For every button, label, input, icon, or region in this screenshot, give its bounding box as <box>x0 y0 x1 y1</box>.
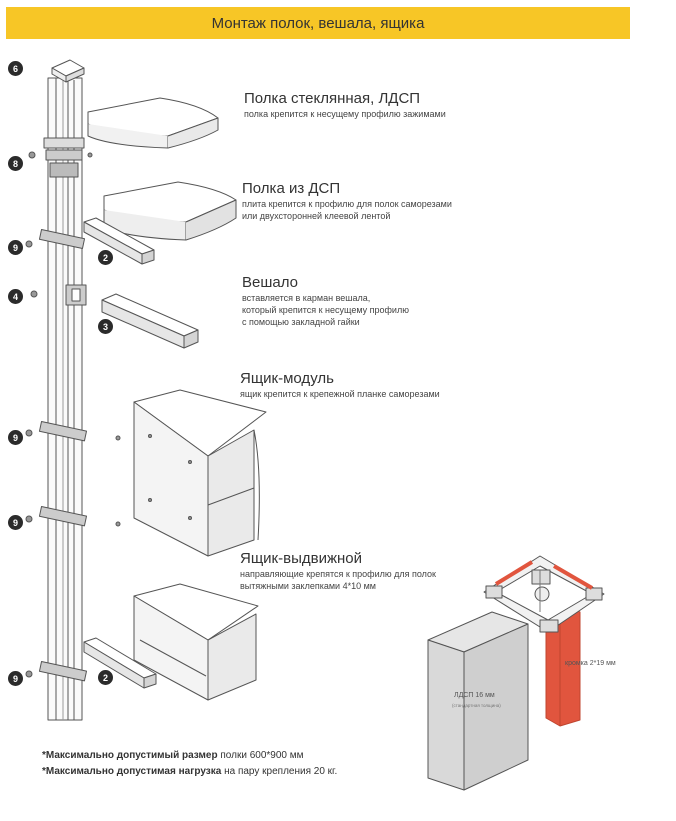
section-chipboard-shelf <box>242 180 452 222</box>
section-title: Полка стеклянная, ЛДСП <box>244 90 421 107</box>
edge-label: кромка 2*19 мм <box>565 660 616 667</box>
badge-bracket-4: 9 <box>8 671 23 686</box>
section-line: с помощью закладной гайки <box>242 317 360 327</box>
section-line: вставляется в карман вешала, <box>242 293 371 303</box>
panel-label: ЛДСП 16 мм <box>454 692 495 699</box>
section-glass-shelf <box>244 90 446 120</box>
section-hanger <box>242 274 409 328</box>
footnote-bold: *Максимально допустимая нагрузка <box>42 766 222 777</box>
section-title: Вешало <box>242 274 298 291</box>
section-line: полка крепится к несущему профилю зажимами <box>244 109 446 119</box>
footnote-text: полки 600*900 мм <box>217 750 304 761</box>
badge-hanger-rail: 3 <box>98 319 113 334</box>
glass-shelf <box>88 98 218 148</box>
shelf-clamp <box>29 138 92 177</box>
panel-detail <box>428 612 528 790</box>
footnote-load <box>42 766 337 777</box>
section-line: или двухсторонней клеевой лентой <box>242 211 391 221</box>
badge-bracket-1: 9 <box>8 240 23 255</box>
hanger-rail <box>102 294 198 348</box>
section-title: Ящик-модуль <box>240 370 334 387</box>
badge-bracket-3: 9 <box>8 515 23 530</box>
section-drawer-module <box>240 370 440 400</box>
section-line: плита крепится к профилю для полок саморезами <box>242 199 452 209</box>
badge-clamp: 8 <box>8 156 23 171</box>
badge-hanger-pocket: 4 <box>8 289 23 304</box>
section-title: Полка из ДСП <box>242 180 341 197</box>
footnote-size <box>42 750 304 761</box>
badge-bracket-2: 9 <box>8 430 23 445</box>
section-pullout-drawer <box>240 550 436 592</box>
section-line: ящик крепится к крепежной планке саморезами <box>240 389 440 399</box>
section-line: который крепится к несущему профилю <box>242 305 409 315</box>
footnote-bold: *Максимально допустимый размер <box>42 750 218 761</box>
drawer-module <box>116 390 266 556</box>
header-title: Монтаж полок, вешала, ящика <box>211 14 425 32</box>
footnote-text: на пару крепления 20 кг. <box>221 766 338 777</box>
section-title: Ящик-выдвижной <box>240 550 362 567</box>
section-line: направляющие крепятся к профилю для полок <box>240 569 436 579</box>
badge-end-cap: 6 <box>8 61 23 76</box>
panel-sublabel: (стандартная толщина) <box>452 703 501 708</box>
chipboard-shelf <box>104 182 236 240</box>
badge-rail-lower: 2 <box>98 670 113 685</box>
badge-rail-upper: 2 <box>98 250 113 265</box>
section-line: вытяжными заклепками 4*10 мм <box>240 581 376 591</box>
